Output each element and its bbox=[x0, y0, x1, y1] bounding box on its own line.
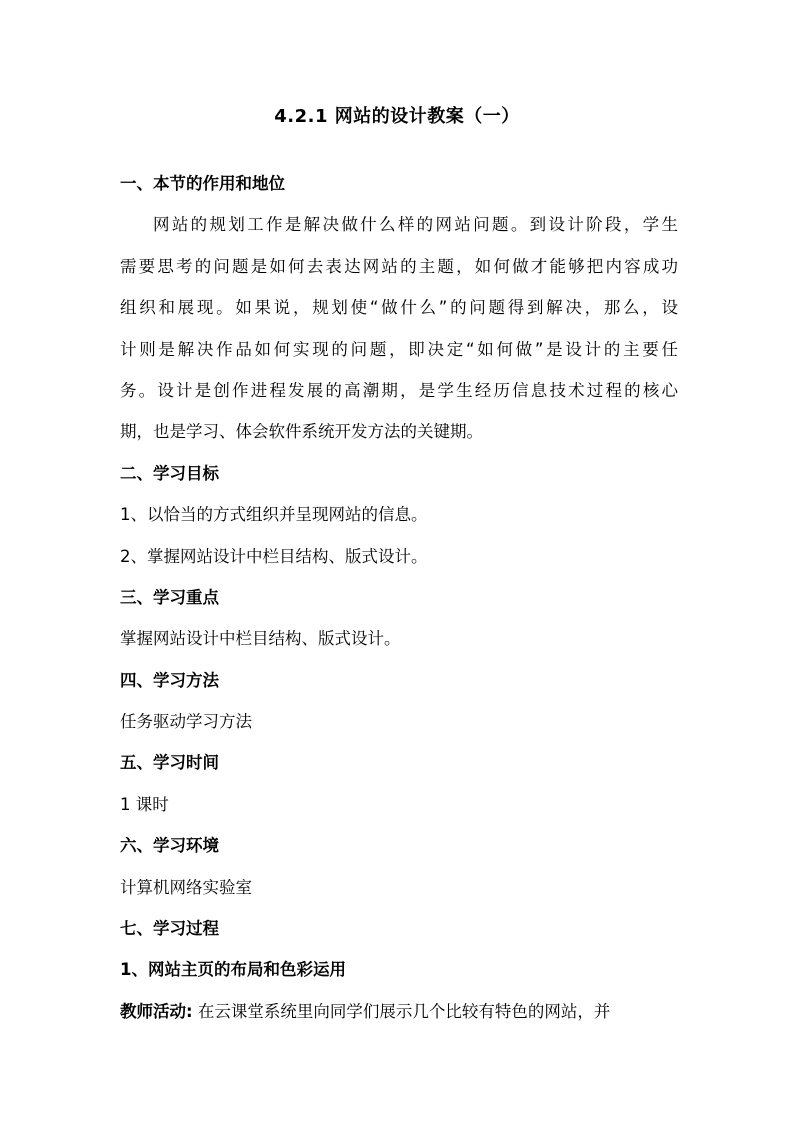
paragraph-line: 网站的规划工作是解决做什么样的网站问题。到设计阶段，学生 bbox=[153, 215, 678, 235]
section-heading-key-points: 三、学习重点 bbox=[120, 587, 219, 607]
section-heading-method: 四、学习方法 bbox=[120, 670, 219, 690]
goal-item: 2、掌握网站设计中栏目结构、版式设计。 bbox=[120, 546, 428, 566]
document-body bbox=[120, 163, 678, 1032]
paragraph-line: 计则是解决作品如何实现的问题，即决定“如何做”是设计的主要任 bbox=[120, 339, 678, 359]
goal-item: 1、以恰当的方式组织并呈现网站的信息。 bbox=[120, 505, 428, 525]
process-subheading: 1、网站主页的布局和色彩运用 bbox=[120, 960, 346, 980]
paragraph-line: 需要思考的问题是如何去表达网站的主题，如何做才能够把内容成功 bbox=[120, 256, 678, 276]
teacher-activity-text: 在云课堂系统里向同学们展示几个比较有特色的网站，并 bbox=[192, 1001, 611, 1021]
environment-text: 计算机网络实验室 bbox=[120, 877, 252, 897]
key-points-text: 掌握网站设计中栏目结构、版式设计。 bbox=[120, 629, 401, 649]
section-heading-role: 一、本节的作用和地位 bbox=[120, 174, 285, 193]
section-heading-time: 五、学习时间 bbox=[120, 753, 219, 773]
time-text: 1 课时 bbox=[120, 794, 169, 814]
document-title: 4.2.1 网站的设计教案（一） bbox=[274, 106, 520, 127]
paragraph-line: 期，也是学习、体会软件系统开发方法的关键期。 bbox=[120, 422, 483, 442]
teacher-activity-label: 教师活动: bbox=[120, 1001, 193, 1021]
paragraph-line: 务。设计是创作进程发展的高潮期，是学生经历信息技术过程的核心 bbox=[120, 380, 678, 400]
paragraph-line: 组织和展现。如果说，规划使“做什么”的问题得到解决，那么，设 bbox=[120, 298, 678, 318]
section-heading-goals: 二、学习目标 bbox=[120, 463, 219, 483]
method-text: 任务驱动学习方法 bbox=[120, 712, 252, 732]
section-heading-environment: 六、学习环境 bbox=[120, 836, 219, 856]
teacher-activity-line bbox=[120, 991, 678, 1032]
section-heading-process: 七、学习过程 bbox=[120, 919, 219, 939]
